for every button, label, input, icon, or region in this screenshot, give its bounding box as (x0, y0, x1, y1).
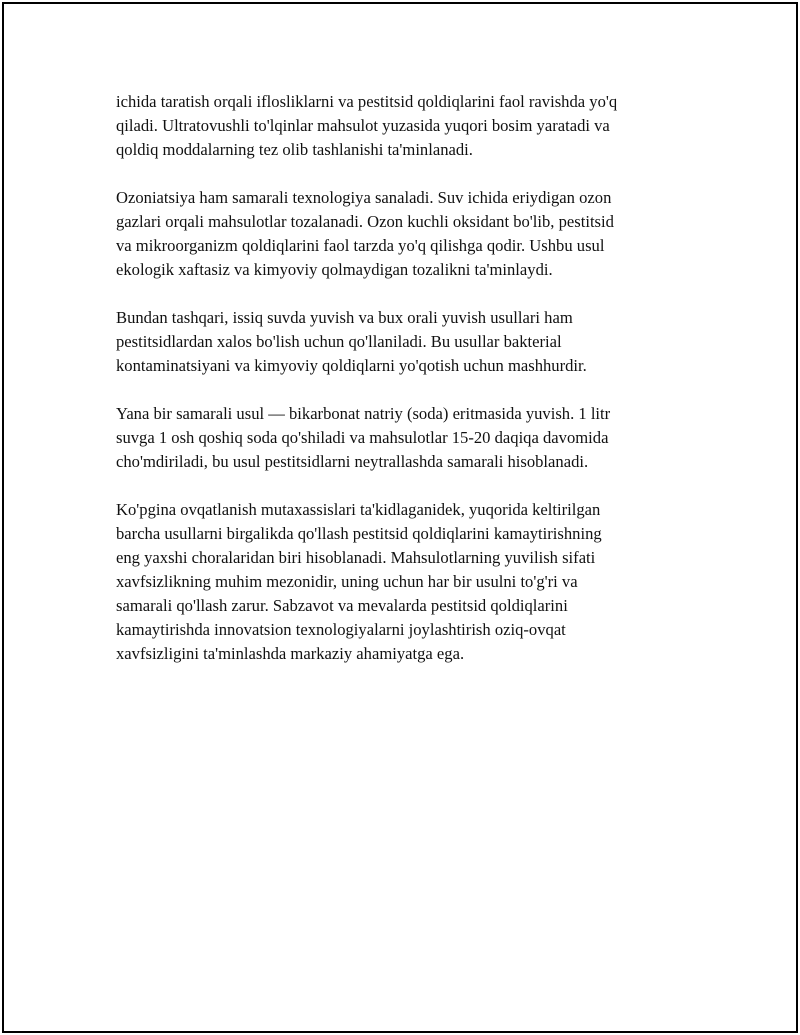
text-line: suvga 1 osh qoshiq soda qo'shiladi va mahsulotlar 15-20 daqiqa davomida (116, 428, 609, 447)
text-line: cho'mdiriladi, bu usul pestitsidlarni neytrallashda samarali hisoblanadi. (116, 452, 589, 471)
text-line: eng yaxshi choralaridan biri hisoblanadi. Mahsulotlarning yuvilish sifati (116, 548, 596, 567)
text-line: Bundan tashqari, issiq suvda yuvish va bux orali yuvish usullari ham (116, 308, 573, 327)
paragraph-1 (116, 90, 676, 162)
paragraph-2 (116, 186, 676, 282)
text-line: qoldiq moddalarning tez olib tashlanishi ta'minlanadi. (116, 140, 473, 159)
text-line: xavfsizlikning muhim mezonidir, uning uchun har bir usulni to'g'ri va (116, 572, 578, 591)
text-line: ekologik xaftasiz va kimyoviy qolmaydigan tozalikni ta'minlaydi. (116, 260, 553, 279)
text-line: xavfsizligini ta'minlashda markaziy ahamiyatga ega. (116, 644, 465, 663)
text-line: barcha usullarni birgalikda qo'llash pestitsid qoldiqlarini kamaytirishning (116, 524, 602, 543)
text-line: Yana bir samarali usul — bikarbonat natriy (soda) eritmasida yuvish. 1 litr (116, 404, 611, 423)
text-line: ichida taratish orqali iflosliklаrni va pestitsid qoldiqlarini faol ravishda yo'q (116, 92, 618, 111)
text-line: kontaminatsiyani va kimyoviy qoldiqlarni yo'qotish uchun mashhurdir. (116, 356, 587, 375)
text-line: va mikroorganizm qoldiqlarini faol tarzda yo'q qilishga qodir. Ushbu usul (116, 236, 605, 255)
text-line: pestitsidlardan xalos bo'lish uchun qo'llaniladi. Bu usullar bakterial (116, 332, 562, 351)
text-line: kamaytirishda innovatsion texnologiyalarni joylashtirish oziq-ovqat (116, 620, 566, 639)
document-body (116, 90, 676, 690)
paragraph-3 (116, 306, 676, 378)
text-line: qiladi. Ultratovushli to'lqinlar mahsulot yuzasida yuqori bosim yaratadi va (116, 116, 610, 135)
text-line: gazlari orqali mahsulotlar tozalanadi. Ozon kuchli oksidant bo'lib, pestitsid (116, 212, 614, 231)
text-line: samarali qo'llash zarur. Sabzavot va mevalarda pestitsid qoldiqlarini (116, 596, 568, 615)
paragraph-5 (116, 498, 676, 666)
text-line: Ko'pgina ovqatlanish mutaxassislari ta'kidlaganidek, yuqorida keltirilgan (116, 500, 601, 519)
paragraph-4 (116, 402, 676, 474)
text-line: Ozoniatsiya ham samarali texnologiya sanaladi. Suv ichida eriydigan ozon (116, 188, 612, 207)
